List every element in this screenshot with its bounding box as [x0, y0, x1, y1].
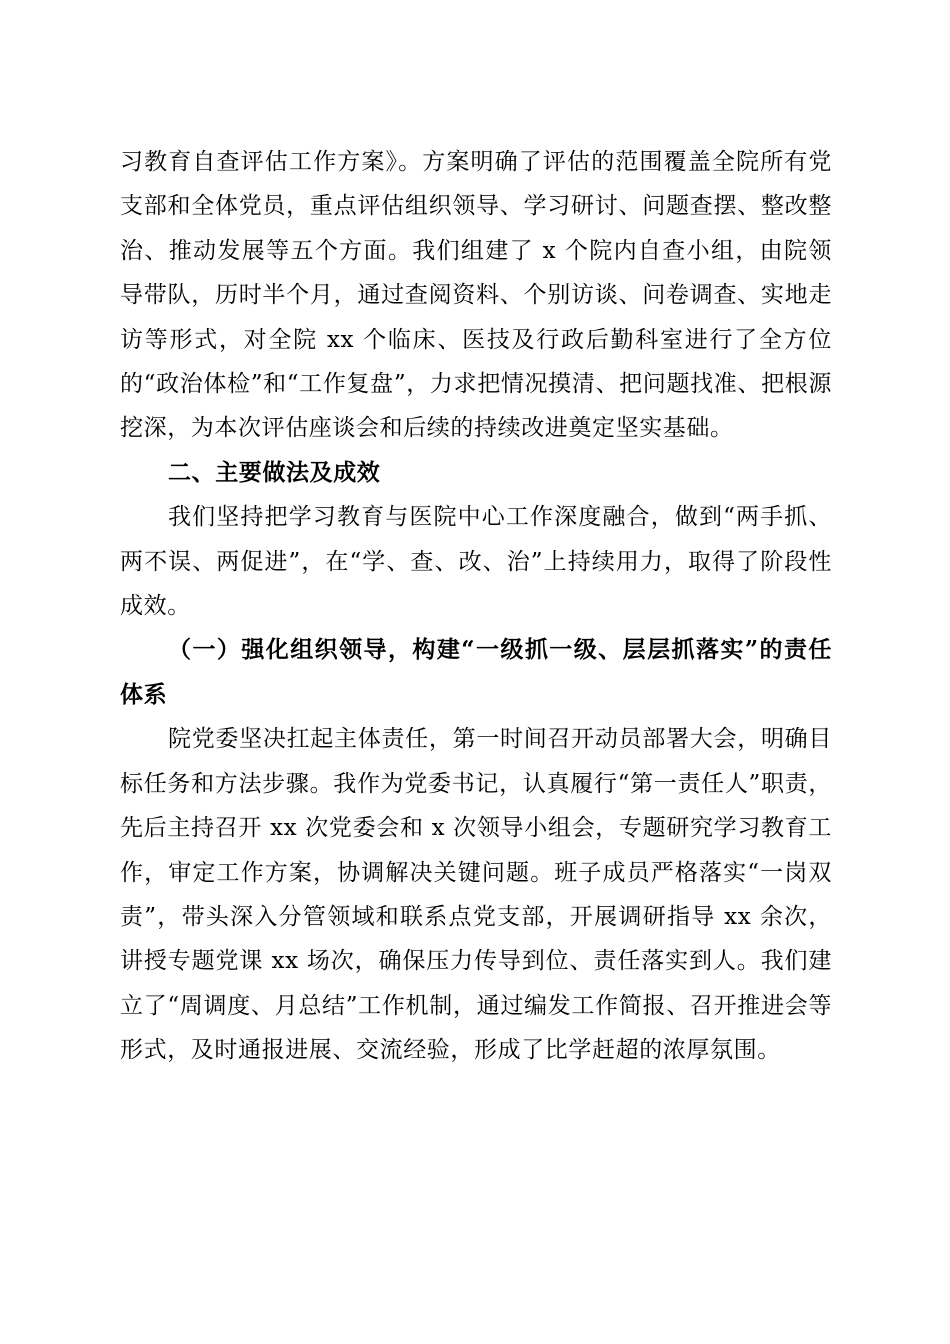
- document-page: [120, 140, 832, 1073]
- paragraph-continued: 习教育自查评估工作方案》。方案明确了评估的范围覆盖全院所有党支部和全体党员，重点评估组织领导、学习研讨、问题查摆、整改整治、推动发展等五个方面。我们组建了 x 个院内自查小组，由院领导带队，历时半个月，通过查阅资料、个别访谈、问卷调查、实地走访等形式，对全院 xx 个临床、医技及行政后勤科室进行了全方位的“政治体检”和“工作复盘”，力求把情况摸清、把问题找准、把根源挖深，为本次评估座谈会和后续的持续改进奠定坚实基础。: [120, 149, 832, 442]
- subsection-heading: （一）强化组织领导，构建“一级抓一级、层层抓落实”的责任体系: [120, 636, 832, 708]
- paragraph-body: 我们坚持把学习教育与医院中心工作深度融合，做到“两手抓、两不误、两促进”，在“学、查、改、治”上持续用力，取得了阶段性成效。: [120, 504, 832, 620]
- section-heading: 二、主要做法及成效: [168, 459, 381, 486]
- paragraph-body: 院党委坚决扛起主体责任，第一时间召开动员部署大会，明确目标任务和方法步骤。我作为党委书记，认真履行“第一责任人”职责，先后主持召开 xx 次党委会和 x 次领导小组会，专题研究学习教育工作，审定工作方案，协调解决关键问题。班子成员严格落实“一岗双责”，带头深入分管领域和联系点党支部，开展调研指导 xx 余次，讲授专题党课 xx 场次，确保压力传导到位、责任落实到人。我们建立了“周调度、月总结”工作机制，通过编发工作简报、召开推进会等形式，及时通报进展、交流经验，形成了比学赶超的浓厚氛围。: [120, 726, 832, 1064]
